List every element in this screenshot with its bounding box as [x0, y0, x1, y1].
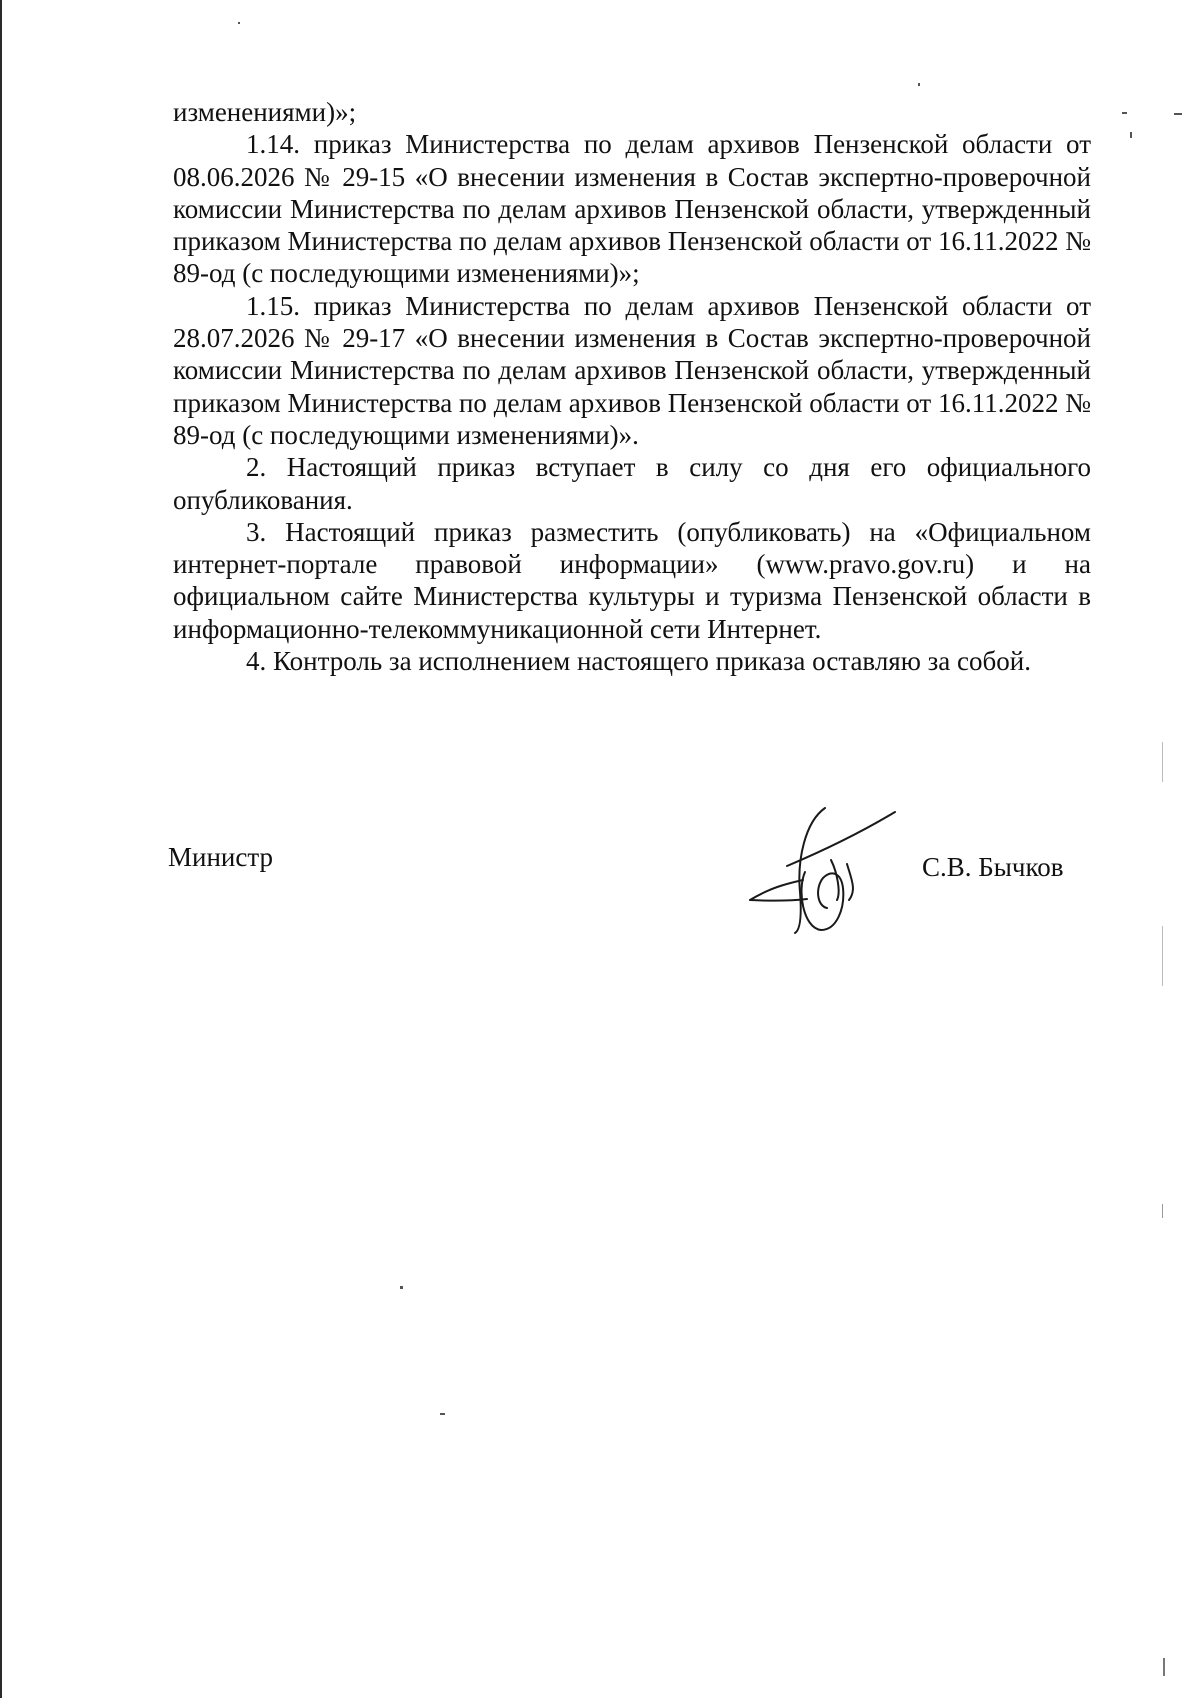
scan-speck — [1174, 113, 1182, 115]
signer-position: Министр — [168, 842, 273, 872]
paragraph-item-1-14: 1.14. приказ Министерства по делам архивов Пензенской области от 08.06.2026 № 29-15 «О внесении изменения в Состав экспертно-проверочной комиссии Министерства по делам архивов Пензенской области, утвержденный приказом Министерства по делам архивов Пензенской области от 16.11.2022 № 89-од (с последующими изменениями)»; — [173, 129, 1091, 289]
signer-name: С.В. Бычков — [922, 852, 1064, 882]
paragraph-continuation: изменениями)»; — [173, 97, 357, 127]
handwritten-signature — [745, 800, 905, 940]
paragraph-item-2: 2. Настоящий приказ вступает в силу со дня его официального опубликования. — [173, 452, 1091, 515]
paragraph-item-4: 4. Контроль за исполнением настоящего приказа оставляю за собой. — [246, 646, 1031, 677]
scan-speck — [918, 83, 920, 86]
paragraph-item-3: 3. Настоящий приказ разместить (опубликовать) на «Официальном интернет-портале правовой информации» (www.pravo.gov.ru) и на официальном сайте Министерства культуры и туризма Пензенской области в информационно-телекоммуникационной сети Интернет. — [173, 516, 1091, 644]
scan-edge — [0, 0, 2, 1698]
scan-speck — [1162, 926, 1163, 986]
scan-speck — [1162, 1204, 1163, 1218]
scan-speck — [1122, 112, 1127, 114]
scan-speck — [238, 22, 240, 24]
paragraph-item-1-15: 1.15. приказ Министерства по делам архивов Пензенской области от 28.07.2026 № 29-17 «О внесении изменения в Состав экспертно-проверочной комиссии Министерства по делам архивов Пензенской области, утвержденный приказом Министерства по делам архивов Пензенской области от 16.11.2022 № 89-од (с последующими изменениями)». — [173, 290, 1091, 450]
scan-speck — [400, 1286, 403, 1289]
scan-speck — [440, 1413, 445, 1415]
order-text — [173, 96, 1091, 677]
scan-speck — [1163, 1658, 1165, 1676]
scan-speck — [1162, 742, 1163, 782]
scan-speck — [1130, 132, 1132, 138]
